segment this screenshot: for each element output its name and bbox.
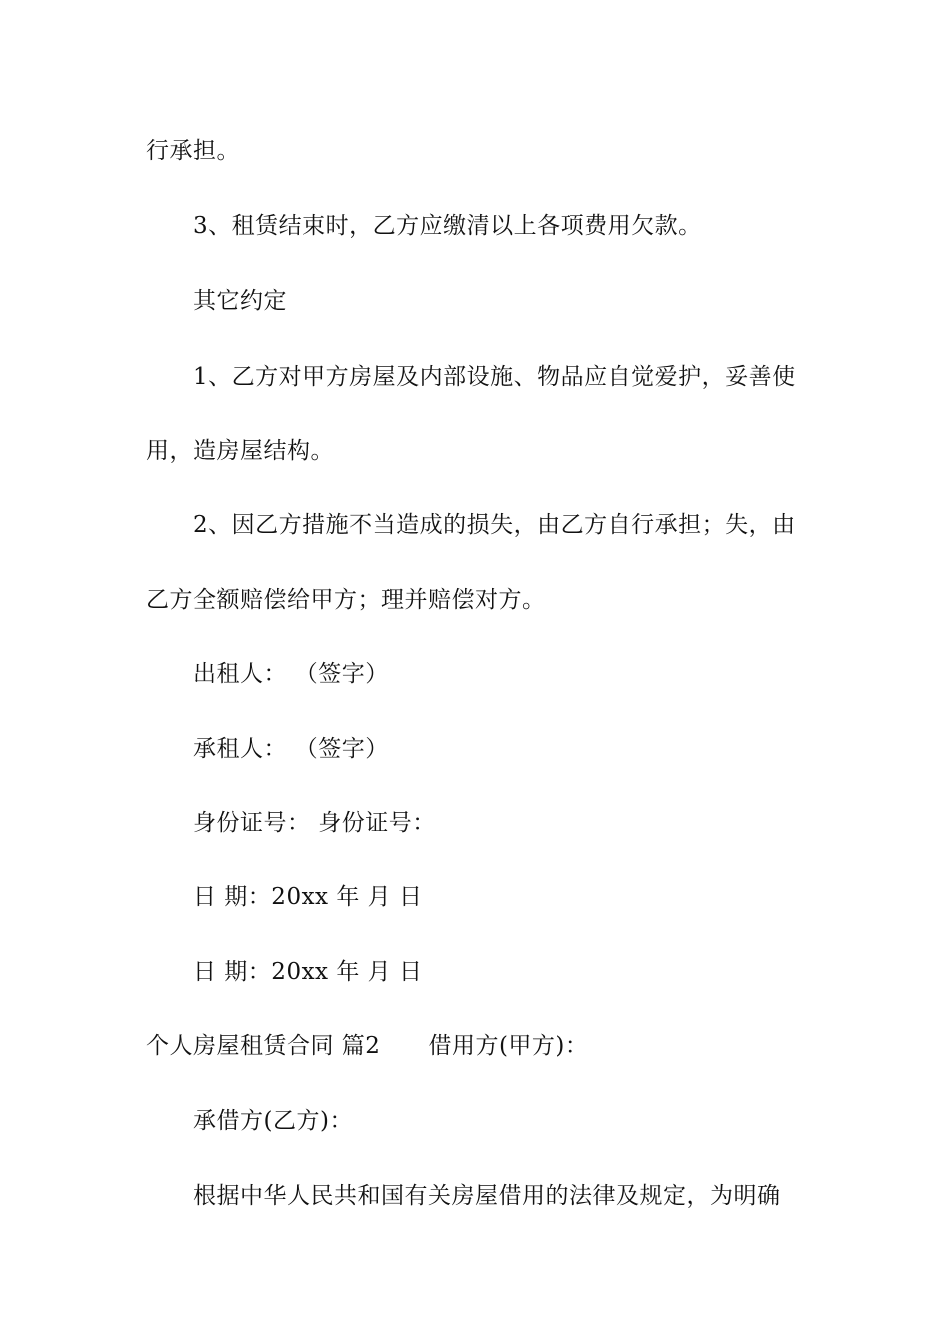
paragraph-line: 行承担。 bbox=[146, 138, 240, 164]
contract-heading-line bbox=[146, 1031, 816, 1061]
paragraph-line: 2、因乙方措施不当造成的损失，由乙方自行承担；失，由 bbox=[193, 512, 796, 538]
date-line: 日 期：20xx 年 月 日 bbox=[193, 884, 423, 910]
paragraph-line: 用，造房屋结构。 bbox=[146, 438, 334, 464]
paragraph-line: 乙方全额赔偿给甲方；理并赔偿对方。 bbox=[146, 587, 546, 613]
lessee-signature-line: 承租人： （签字） bbox=[193, 736, 389, 762]
section-heading: 其它约定 bbox=[193, 288, 287, 314]
paragraph-line: 3、租赁结束时，乙方应缴清以上各项费用欠款。 bbox=[193, 213, 702, 239]
lender-party-label: 承借方(乙方)： bbox=[193, 1108, 353, 1134]
contract-title: 个人房屋租赁合同 篇2 bbox=[146, 1033, 381, 1059]
id-number-line: 身份证号： 身份证号： bbox=[193, 810, 436, 836]
paragraph-line: 根据中华人民共和国有关房屋借用的法律及规定，为明确 bbox=[193, 1183, 781, 1209]
borrower-party-label: 借用方(甲方)： bbox=[428, 1033, 589, 1059]
date-line: 日 期：20xx 年 月 日 bbox=[193, 959, 423, 985]
paragraph-line: 1、乙方对甲方房屋及内部设施、物品应自觉爱护，妥善使 bbox=[193, 364, 796, 390]
lessor-signature-line: 出租人： （签字） bbox=[193, 661, 389, 687]
